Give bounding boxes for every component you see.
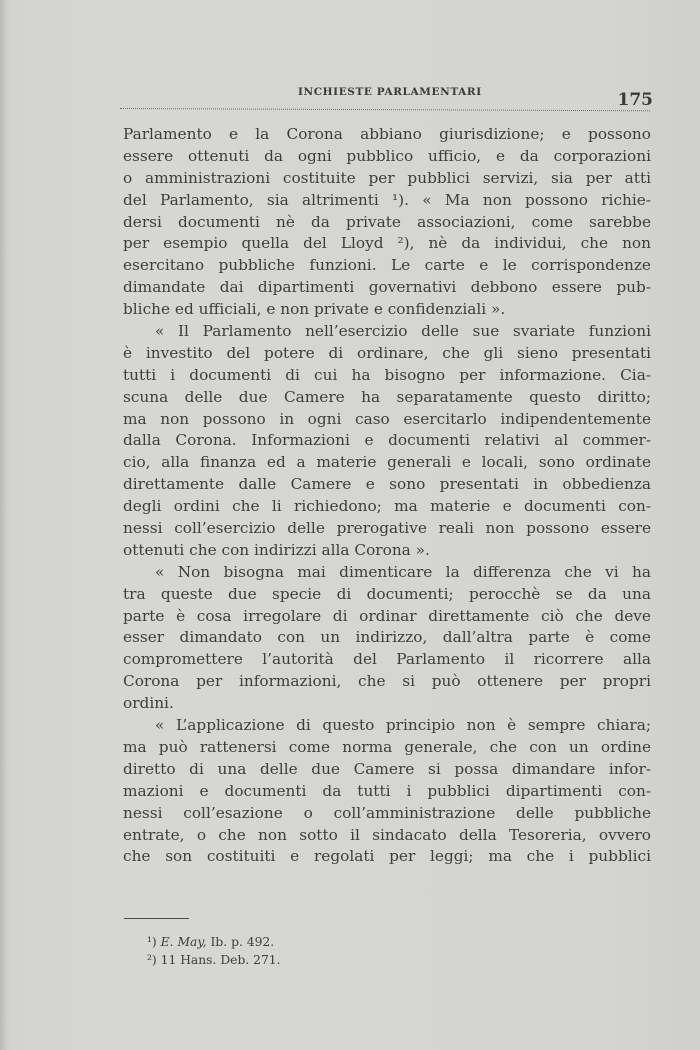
text-line: degli ordini che li richiedono; ma materie e documenti con- <box>123 497 651 516</box>
footnote-marker: ²) <box>147 953 157 967</box>
text-line: entrate, o che non sotto il sindacato della Tesoreria, ovvero <box>123 825 651 844</box>
text-line: diretto di una delle due Camere si possa dimandare infor- <box>123 759 651 778</box>
running-head-title: INCHIESTE PARLAMENTARI <box>298 86 482 98</box>
text-line: essere ottenuti da ogni pubblico ufficio, e da corporazioni <box>123 146 651 165</box>
text-line: ottenuti che con indirizzi alla Corona ». <box>123 540 430 559</box>
text-line: ma non possono in ogni caso esercitarlo indipendentemente <box>123 409 651 428</box>
paragraph-start-line: « L’applicazione di questo principio non è sempre chiara; <box>155 716 651 735</box>
footnote-text: 11 Hans. Deb. 271. <box>160 953 281 967</box>
text-line: esser dimandato con un indirizzo, dall’altra parte è come <box>123 628 651 647</box>
text-line: tutti i documenti di cui ha bisogno per informazione. Cia- <box>123 365 651 384</box>
running-head <box>118 86 653 108</box>
text-line: bliche ed ufficiali, e non private e confidenziali ». <box>123 300 506 319</box>
text-line: direttamente dalle Camere e sono presentati in obbedienza <box>123 475 651 494</box>
page-gutter-edge <box>0 0 6 1050</box>
footnote-author: E. May, <box>160 935 207 949</box>
paragraph-start-line: « Il Parlamento nell’esercizio delle sue svariate funzioni <box>155 322 651 341</box>
footnote-2 <box>147 951 281 969</box>
header-dotted-rule <box>120 108 650 111</box>
text-line: ma può rattenersi come norma generale, che con un ordine <box>123 737 651 756</box>
text-line: nessi coll’esazione o coll’amministrazione delle pubbliche <box>123 803 651 822</box>
text-line: che son costituiti e regolati per leggi; ma che i pubblici <box>123 847 651 866</box>
text-line: Corona per informazioni, che si può ottenere per propri <box>123 672 651 691</box>
body-text <box>123 124 651 868</box>
text-line: nessi coll’esercizio delle prerogative reali non possono essere <box>123 519 651 538</box>
text-line: dimandate dai dipartimenti governativi debbono essere pub- <box>123 278 651 297</box>
footnote-separator-rule <box>124 918 189 919</box>
footnote-1 <box>147 933 281 951</box>
text-line: dersi documenti nè da private associazioni, come sarebbe <box>123 212 651 231</box>
text-line: esercitano pubbliche funzioni. Le carte e le corrispondenze <box>123 256 651 275</box>
text-line: compromettere l’autorità del Parlamento il ricorrere alla <box>123 650 651 669</box>
text-line: dalla Corona. Informazioni e documenti relativi al commer- <box>123 431 651 450</box>
text-line: tra queste due specie di documenti; perocchè se da una <box>123 584 651 603</box>
text-line: cio, alla finanza ed a materie generali e locali, sono ordinate <box>123 453 651 472</box>
text-line: mazioni e documenti da tutti i pubblici dipartimenti con- <box>123 781 651 800</box>
page-number: 175 <box>617 90 653 110</box>
text-line: del Parlamento, sia altrimenti ¹). « Ma non possono richie- <box>123 190 651 209</box>
text-line: è investito del potere di ordinare, che gli sieno presentati <box>123 343 651 362</box>
text-line: ordini. <box>123 694 174 713</box>
text-line: Parlamento e la Corona abbiano giurisdizione; e possono <box>123 125 651 143</box>
footnotes <box>147 933 281 969</box>
footnote-text: Ib. p. 492. <box>210 935 275 949</box>
text-line: o amministrazioni costituite per pubblici servizi, sia per atti <box>123 168 651 187</box>
text-line: parte è cosa irregolare di ordinar direttamente ciò che deve <box>123 606 651 625</box>
text-line: per esempio quella del Lloyd ²), nè da individui, che non <box>123 234 651 253</box>
footnote-marker: ¹) <box>147 935 157 949</box>
paragraph-start-line: « Non bisogna mai dimenticare la differenza che vi ha <box>155 562 651 581</box>
text-line: scuna delle due Camere ha separatamente questo diritto; <box>123 387 651 406</box>
